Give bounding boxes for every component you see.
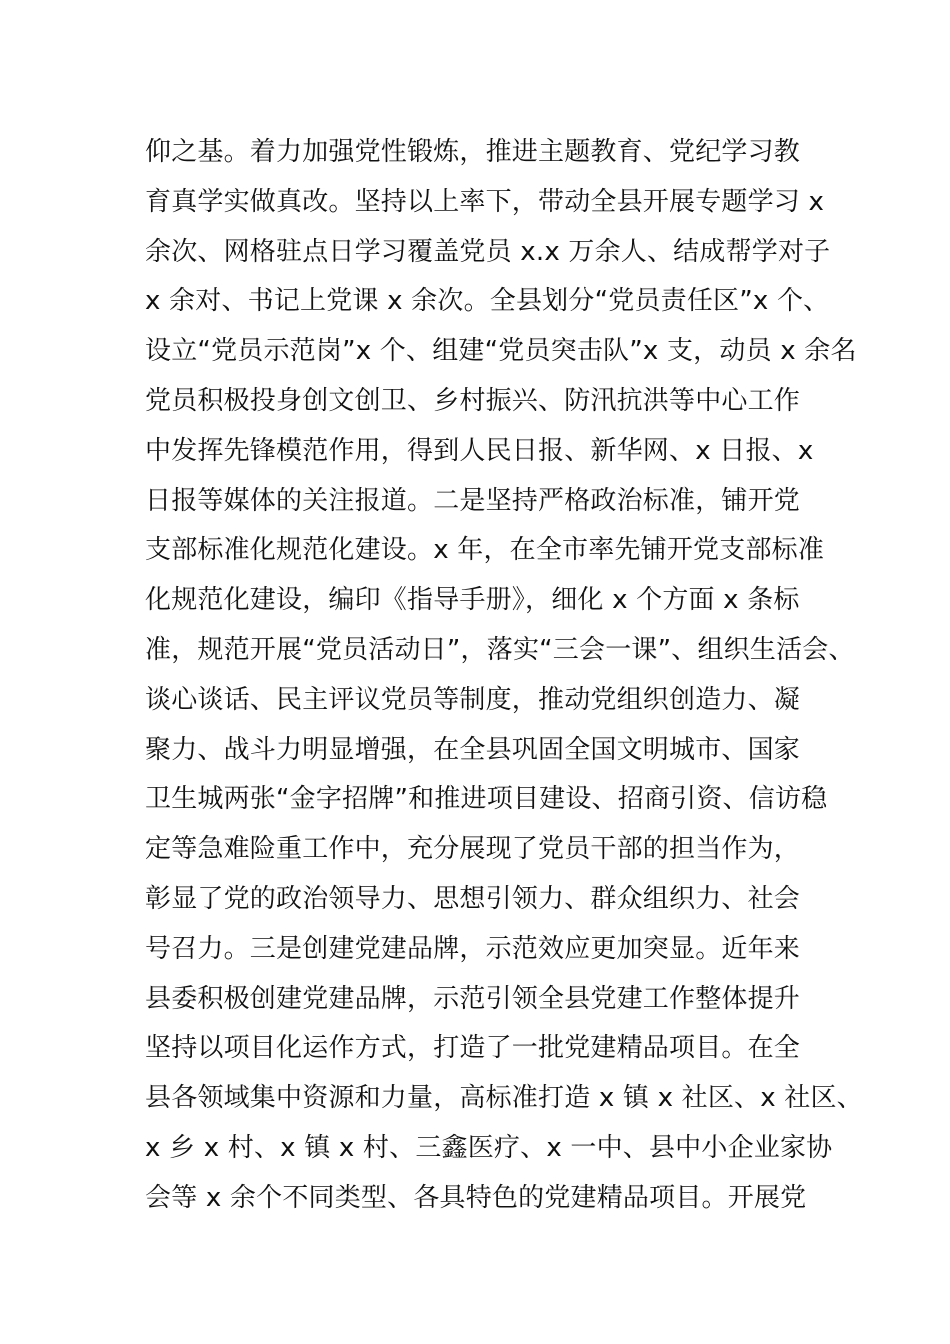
text-line: 谈心谈话、民主评议党员等制度，推动党组织创造力、凝 xyxy=(145,684,801,715)
text-line: 会等 x 余个不同类型、各具特色的党建精品项目。开展党 xyxy=(145,1182,807,1213)
text-line: 设立“党员示范岗”x 个、组建“党员突击队”x 支，动员 x 余名 xyxy=(145,336,857,367)
text-line: 聚力、战斗力明显增强，在全县巩固全国文明城市、国家 xyxy=(145,734,801,765)
text-line: 卫生城两张“金字招牌”和推进项目建设、招商引资、信访稳 xyxy=(145,784,828,815)
text-line: x 乡 x 村、x 镇 x 村、三鑫医疗、x 一中、县中小企业家协 xyxy=(145,1132,833,1163)
text-line: x 余对、书记上党课 x 余次。全县划分“党员责任区”x 个、 xyxy=(145,286,830,317)
text-line: 定等急难险重工作中，充分展现了党员干部的担当作为， xyxy=(145,834,801,865)
text-line: 坚持以项目化运作方式，打造了一批党建精品项目。在全 xyxy=(145,1033,801,1064)
text-line: 党员积极投身创文创卫、乡村振兴、防汛抗洪等中心工作 xyxy=(145,385,801,416)
text-line: 日报等媒体的关注报道。二是坚持严格政治标准，铺开党 xyxy=(145,485,801,516)
body-text xyxy=(145,128,863,1224)
text-line: 仰之基。着力加强党性锻炼，推进主题教育、党纪学习教 xyxy=(145,137,801,167)
text-line: 准，规范开展“党员活动日”，落实“三会一课”、组织生活会、 xyxy=(145,634,855,665)
text-line: 余次、网格驻点日学习覆盖党员 x.x 万余人、结成帮学对子 xyxy=(145,236,831,267)
text-line: 号召力。三是创建党建品牌，示范效应更加突显。近年来 xyxy=(145,933,801,964)
text-line: 支部标准化规范化建设。x 年，在全市率先铺开党支部标准 xyxy=(145,535,825,566)
text-line: 育真学实做真改。坚持以上率下，带动全县开展专题学习 x xyxy=(145,186,825,217)
text-line: 化规范化建设，编印《指导手册》，细化 x 个方面 x 条标 xyxy=(145,585,800,616)
text-line: 县委积极创建党建品牌，示范引领全县党建工作整体提升 xyxy=(145,983,801,1014)
text-line: 中发挥先锋模范作用，得到人民日报、新华网、x 日报、x xyxy=(145,435,814,466)
text-line: 县各领域集中资源和力量，高标准打造 x 镇 x 社区、x 社区、 xyxy=(145,1083,863,1114)
text-line: 彰显了党的政治领导力、思想引领力、群众组织力、社会 xyxy=(145,883,801,914)
